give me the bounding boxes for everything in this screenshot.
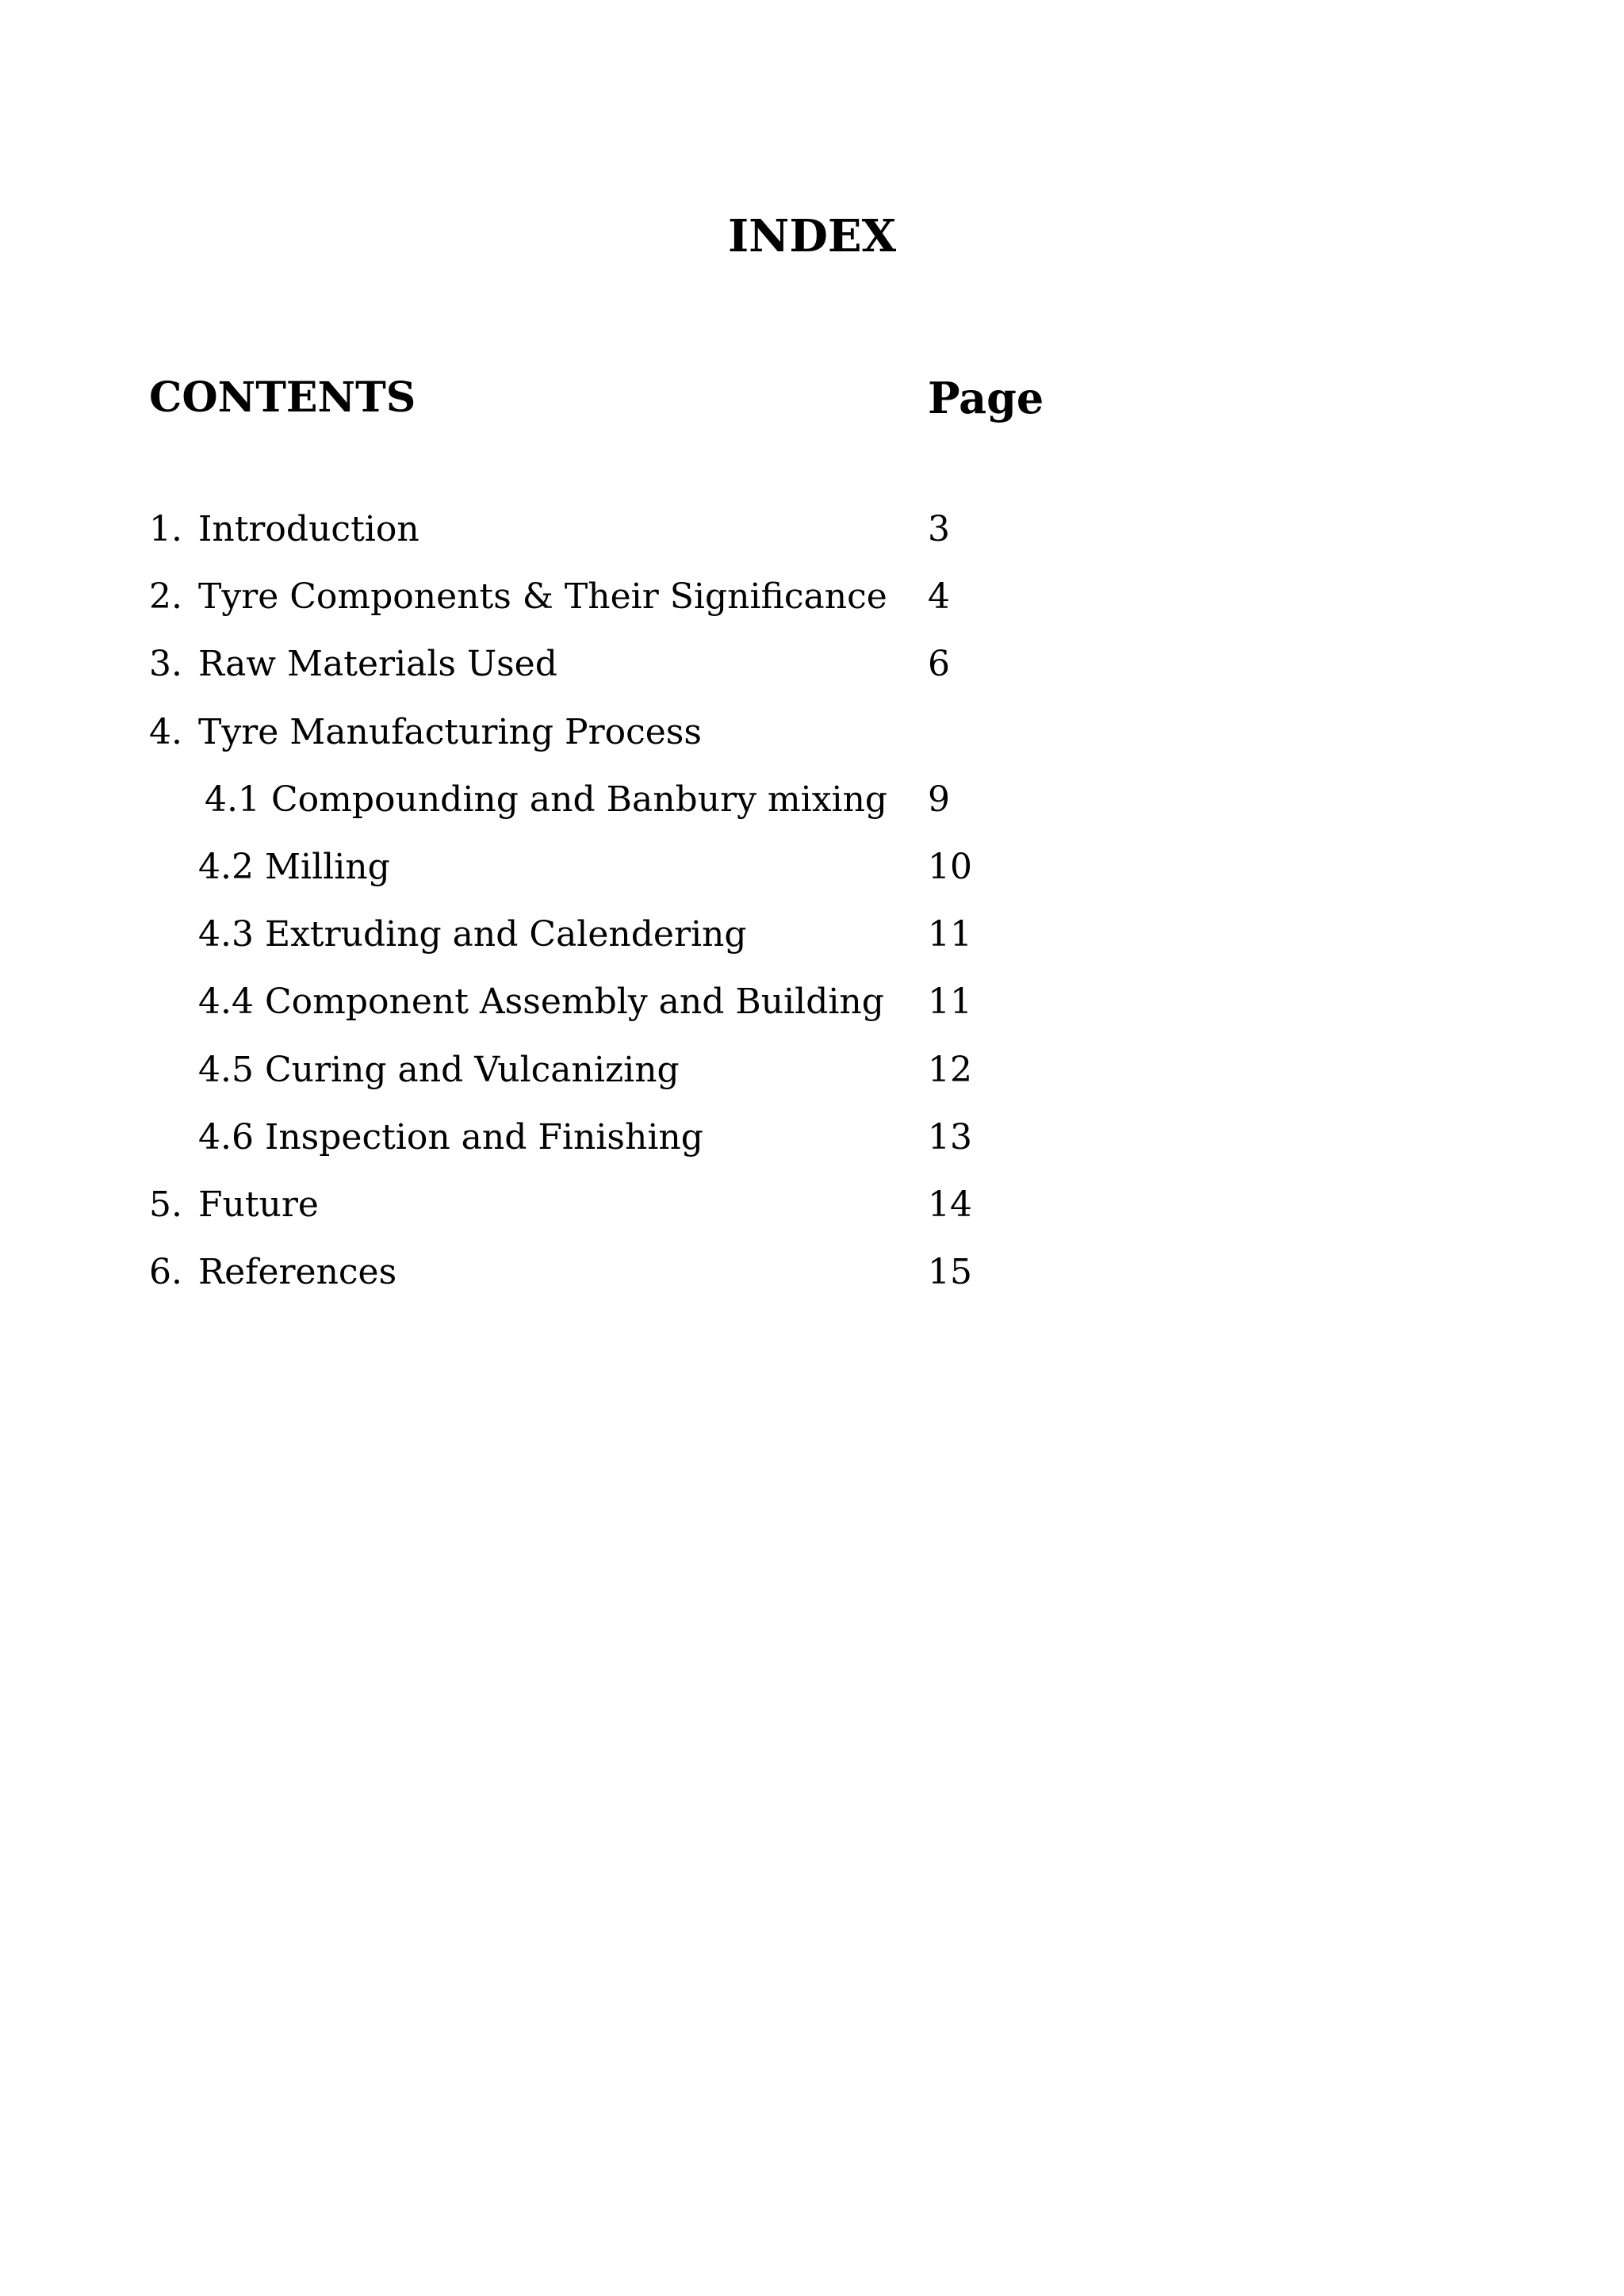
toc-entry-label: 4.5 Curing and Vulcanizing: [198, 1049, 680, 1090]
toc-entry-number: 5.: [149, 1184, 182, 1225]
toc-entry-page: 4: [928, 576, 950, 618]
toc-subentry-compounding: [149, 771, 1497, 839]
toc-entry-page: 13: [928, 1116, 972, 1158]
toc-entry-introduction: [149, 501, 1497, 568]
toc-entry-page: 14: [928, 1184, 972, 1225]
page-title: INDEX: [727, 210, 897, 262]
page-heading: Page: [928, 373, 1044, 423]
toc-entry-page: 11: [928, 914, 972, 955]
toc-entry-number: 6.: [149, 1252, 182, 1293]
toc-entry-number: 2.: [149, 576, 182, 618]
toc-entry-page: 15: [928, 1252, 972, 1293]
toc-entry-page: 3: [928, 509, 950, 549]
toc-entry-number: 4.: [149, 711, 182, 752]
toc-entry-future: [149, 1177, 1497, 1244]
toc-header: [149, 369, 1497, 427]
toc-subentry-inspection: [149, 1109, 1497, 1177]
toc-entry-label: Tyre Components & Their Significance: [198, 576, 887, 618]
toc-entry-page: 11: [928, 982, 972, 1023]
toc-entry-label: 4.1 Compounding and Banbury mixing: [205, 779, 888, 820]
toc-subentry-assembly: [149, 974, 1497, 1041]
toc-entry-label: Introduction: [198, 509, 419, 549]
toc-entry-label: References: [198, 1252, 397, 1293]
toc-entry-label: 4.4 Component Assembly and Building: [198, 982, 884, 1023]
contents-heading: CONTENTS: [149, 373, 416, 422]
toc-entry-page: 10: [928, 846, 972, 887]
toc-entry-number: 3.: [149, 644, 182, 685]
toc-entry-page: 9: [928, 779, 950, 820]
toc-entry-tyre-components: [149, 568, 1497, 636]
toc-entry-label: 4.2 Milling: [198, 846, 390, 887]
toc-entry-label: Raw Materials Used: [198, 644, 557, 685]
toc-entry-label: 4.6 Inspection and Finishing: [198, 1116, 703, 1158]
toc-subentry-milling: [149, 839, 1497, 906]
toc-subentry-curing: [149, 1042, 1497, 1109]
toc-entry-references: [149, 1244, 1497, 1311]
toc-entry-number: 1.: [149, 509, 182, 549]
toc-entry-page: 6: [928, 644, 950, 685]
toc-entry-label: 4.3 Extruding and Calendering: [198, 914, 747, 955]
toc-entry-page: 12: [928, 1049, 972, 1090]
table-of-contents: [149, 501, 1497, 1311]
toc-entry-label: Future: [198, 1184, 319, 1225]
toc-entry-manufacturing-process: [149, 704, 1497, 771]
toc-entry-raw-materials: [149, 636, 1497, 703]
toc-entry-label: Tyre Manufacturing Process: [198, 711, 702, 752]
toc-subentry-extruding: [149, 906, 1497, 974]
